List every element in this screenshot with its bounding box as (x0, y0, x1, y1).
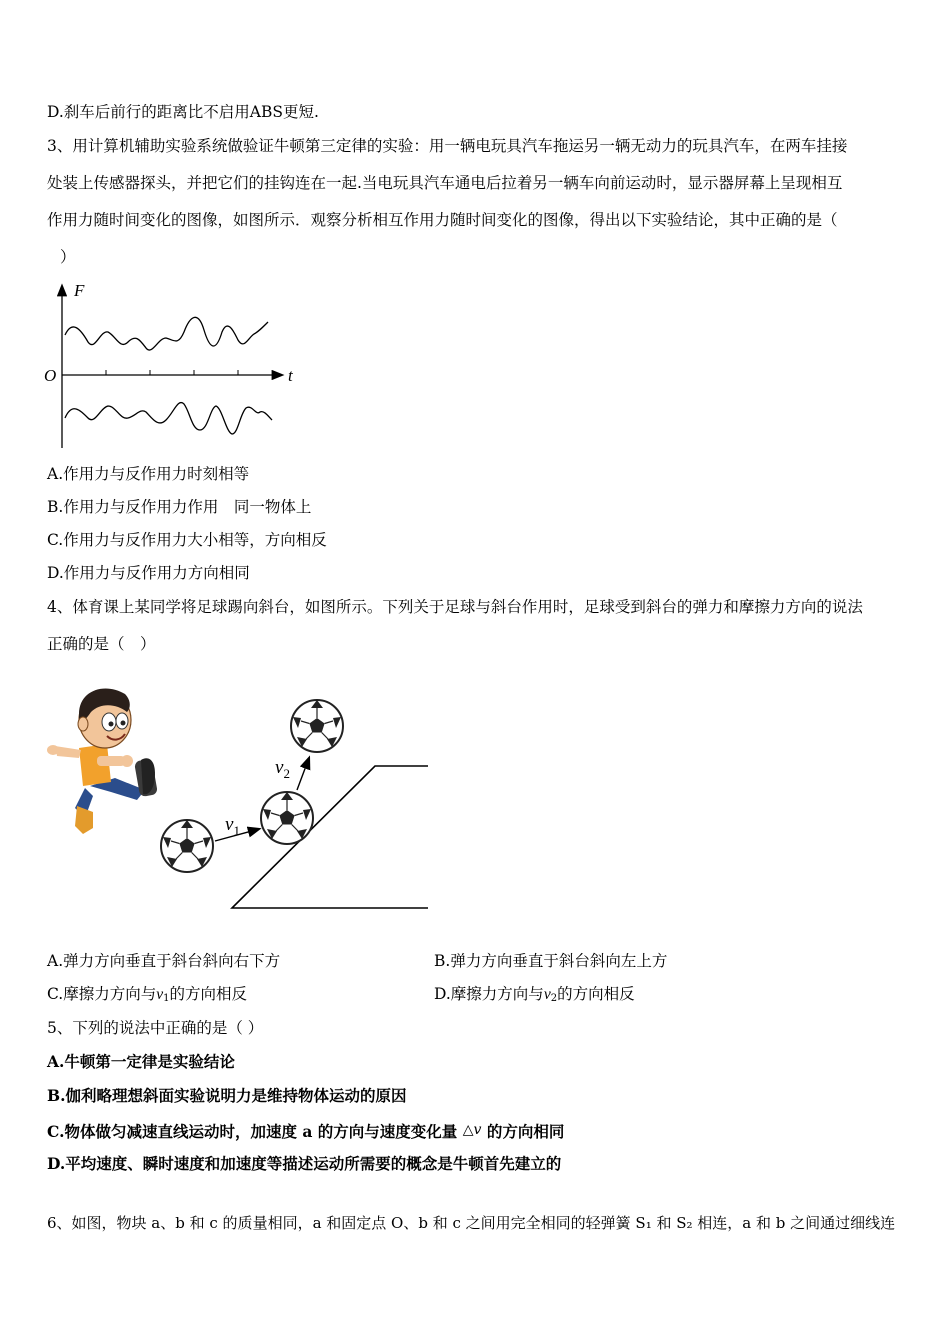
force-time-graph (40, 280, 310, 450)
v1-label: $v_1$ (225, 814, 240, 838)
q3-stem-line1: 3、用计算机辅助实验系统做验证牛顿第三定律的实验：用一辆电玩具汽车拖运另一辆无动力的玩具汽车，在两车挂接 (47, 137, 848, 155)
soccer-ball-3 (291, 700, 343, 752)
x-axis-label: t (288, 366, 293, 385)
q4-stem-line2: 正确的是（ ） (47, 635, 156, 653)
q4-stem-line1: 4、体育课上某同学将足球踢向斜台，如图所示。下列关于足球与斜台作用时，足球受到斜台的弹力和摩擦力方向的说法 (47, 598, 863, 616)
soccer-ball-1 (161, 820, 213, 872)
v2-label: $v_2$ (275, 757, 290, 781)
q5-stem: 5、下列的说法中正确的是（ ） (47, 1019, 264, 1037)
v2-arrow (297, 758, 309, 790)
q4-option-d: D.摩擦力方向与$v_2$的方向相反 (434, 985, 635, 1004)
q5-option-a: A.牛顿第一定律是实验结论 (47, 1052, 235, 1071)
q2-option-d: D.刹车后前行的距离比不启用ABS更短. (47, 103, 319, 121)
q5-option-c: C.物体做匀减速直线运动时，加速度 a 的方向与速度变化量 △v 的方向相同 (47, 1122, 565, 1141)
soccer-ball-2 (261, 792, 313, 844)
q3-stem-line4: ） (60, 248, 76, 266)
q6-stem-line1: 6、如图，物块 a、b 和 c 的质量相同，a 和固定点 O、b 和 c 之间用完全相同的轻弹簧 S₁ 和 S₂ 相连，a 和 b 之间通过细线连 (47, 1214, 896, 1232)
q5-option-d: D.平均速度、瞬时速度和加速度等描述运动所需要的概念是牛顿首先建立的 (47, 1154, 562, 1173)
origin-label: O (44, 366, 57, 385)
q3-option-d: D.作用力与反作用力方向相同 (47, 564, 250, 582)
y-axis-label: F (74, 281, 85, 300)
boy-kicking (47, 688, 158, 834)
q3-option-a: A.作用力与反作用力时刻相等 (47, 465, 250, 483)
q5-option-b: B.伽利略理想斜面实验说明力是维持物体运动的原因 (47, 1086, 407, 1105)
force-curve-lower (65, 403, 272, 434)
q3-option-b: B.作用力与反作用力作用 同一物体上 (47, 498, 312, 516)
q3-option-c: C.作用力与反作用力大小相等，方向相反 (47, 531, 327, 549)
force-curve-upper (65, 317, 268, 350)
soccer-ramp-figure (45, 678, 445, 918)
q3-stem-line2: 处装上传感器探头，并把它们的挂钩连在一起.当电玩具汽车通电后拉着另一辆车向前运动时，显示器屏幕上呈现相互 (47, 174, 843, 192)
q4-option-c: C.摩擦力方向与$v_1$的方向相反 (47, 985, 248, 1004)
ramp (232, 766, 428, 908)
q3-stem-line3: 作用力随时间变化的图像，如图所示．观察分析相互作用力随时间变化的图像，得出以下实验结论，其中正确的是（ (47, 211, 838, 229)
q4-option-a: A.弹力方向垂直于斜台斜向右下方 (47, 952, 281, 970)
q4-option-b: B.弹力方向垂直于斜台斜向左上方 (434, 952, 668, 970)
